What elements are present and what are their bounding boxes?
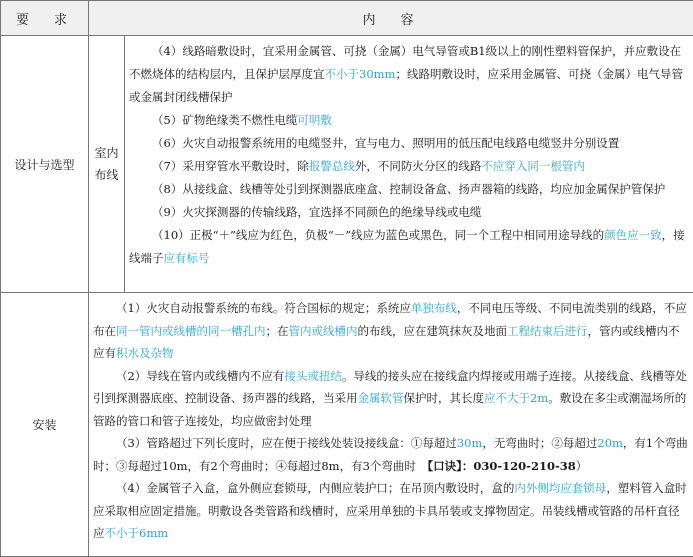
design-item	[129, 178, 689, 201]
table-row-design	[1, 36, 693, 293]
body-text: 保护时，其长度	[404, 391, 485, 405]
mnemonic-text: 【口诀】：030-120-210-38	[427, 459, 575, 473]
design-requirement-cell: 设计与选型	[1, 36, 89, 293]
install-item	[93, 477, 689, 545]
design-item	[129, 132, 689, 155]
body-text: ，塑料管入盒时应采取相应固定措施。明敷设各类管路和线槽时，应采用单独的卡具吊装或支撑物固定。吊装线槽或管路的吊杆直径应	[93, 481, 687, 540]
body-text: ；线路明敷设时，应采用金属管、可挠（金属）电气导管或金属封闭线槽保护	[129, 67, 683, 104]
body-text: ，无弯曲时；②每超过	[482, 436, 597, 450]
body-text: （3）管路超过下列长度时，应在便于接线处装设接线盒：①每超过	[116, 436, 457, 450]
install-item	[93, 432, 689, 477]
highlight-text: 同一管内或线槽的同一槽孔内	[116, 324, 266, 338]
body-text: ，有1个弯曲时；③每超过10m，有2个弯曲时；④每超过8m，有3个弯曲时	[93, 436, 688, 473]
design-item	[129, 109, 689, 132]
install-item	[93, 297, 689, 365]
design-sub-cell: 室内布线	[89, 36, 125, 293]
design-item	[129, 40, 689, 109]
body-text: ，管内或线槽内不应有	[93, 324, 680, 361]
highlight-text: 工程结束后进行	[507, 324, 588, 338]
highlight-text: 应有标号	[164, 251, 210, 265]
highlight-text: 不小于6mm	[105, 526, 169, 540]
table-header-row	[1, 1, 693, 36]
body-text: （4）金属管子入盒，盒外侧应套锁母，内侧应装护口；在吊顶内敷设时，盒的	[116, 481, 514, 495]
highlight-text: 报警总线	[309, 159, 355, 173]
install-content-cell	[89, 293, 693, 557]
install-item	[93, 365, 689, 433]
highlight-text: 30m	[457, 436, 483, 450]
design-item	[129, 155, 689, 178]
highlight-text: 不应穿入同一根管内	[481, 159, 585, 173]
body-text: （2）导线在管内或线槽内不应有	[116, 369, 284, 383]
body-text: 的布线，应在建筑抹灰及地面	[358, 324, 508, 338]
highlight-text: 颜色应一致	[604, 228, 662, 242]
install-item-list	[93, 297, 689, 545]
table-row-install	[1, 293, 693, 557]
body-text: （8）从接线盒、线槽等处引到探测器底座盒、控制设备盒、扬声器箱的线路，均应加金属保护管保护	[152, 182, 665, 196]
design-item	[129, 201, 689, 224]
body-text: （4）线路暗敷设时，宜采用金属管、可挠（金属）电气导管或B1级以上的刚性塑料管保护，并应敷设在不燃烧体的结构层内，且保护层厚度宜	[129, 44, 681, 81]
body-text: （6）火灾自动报警系统用的电缆竖井，宜与电力、照明用的低压配电线路电缆竖井分别设置	[152, 136, 619, 150]
highlight-text: 金属软管	[358, 391, 404, 405]
body-text: 。敷设在多尘或潮湿场所的管路的管口和管子连接处，均应做密封处理	[93, 391, 686, 428]
header-content: 内 容	[89, 1, 693, 36]
body-text: 外，不同防火分区的线路	[355, 159, 482, 173]
body-text: （1）火灾自动报警系统的布线。符合国标的规定；系统应	[116, 301, 411, 315]
design-item	[129, 224, 689, 270]
header-requirement: 要 求	[1, 1, 89, 36]
body-text: ）	[576, 459, 588, 473]
body-text: （5）矿物绝缘类不燃性电缆	[152, 113, 297, 127]
body-text: ；在	[266, 324, 289, 338]
highlight-text: 积水及杂物	[116, 346, 174, 360]
highlight-text: 管内或线槽内	[289, 324, 358, 338]
design-content-cell	[125, 36, 693, 293]
body-text: ，接线端子	[129, 228, 685, 265]
body-text: 。导线的接头应在接线盒内焊接或用端子连接。从接线盒、线槽等处引到探测器底座、控制设备、扬声器的线路，当采用	[93, 369, 687, 406]
highlight-text: 应不大于2m	[484, 391, 548, 405]
highlight-text: 可明敷	[297, 113, 332, 127]
design-item-list	[129, 40, 689, 270]
body-text: （10）正极“＋”线应为红色，负极“－”线应为蓝色或黑色，同一个工程中相同用途导线的	[152, 228, 604, 242]
highlight-text: 接头或扭结	[284, 369, 342, 383]
highlight-text: 单独布线	[411, 301, 457, 315]
highlight-text: 不小于30mm	[325, 67, 396, 81]
install-requirement-cell: 安装	[1, 293, 89, 557]
body-text: （7）采用穿管水平敷设时，除	[152, 159, 309, 173]
body-text: ，不同电压等级、不同电流类别的线路，不应布在	[93, 301, 687, 338]
highlight-text: 20m	[597, 436, 623, 450]
body-text: （9）火灾探测器的传输线路，宜选择不同颜色的绝缘导线或电缆	[152, 205, 481, 219]
highlight-text: 内外侧均应套锁母	[514, 481, 606, 495]
